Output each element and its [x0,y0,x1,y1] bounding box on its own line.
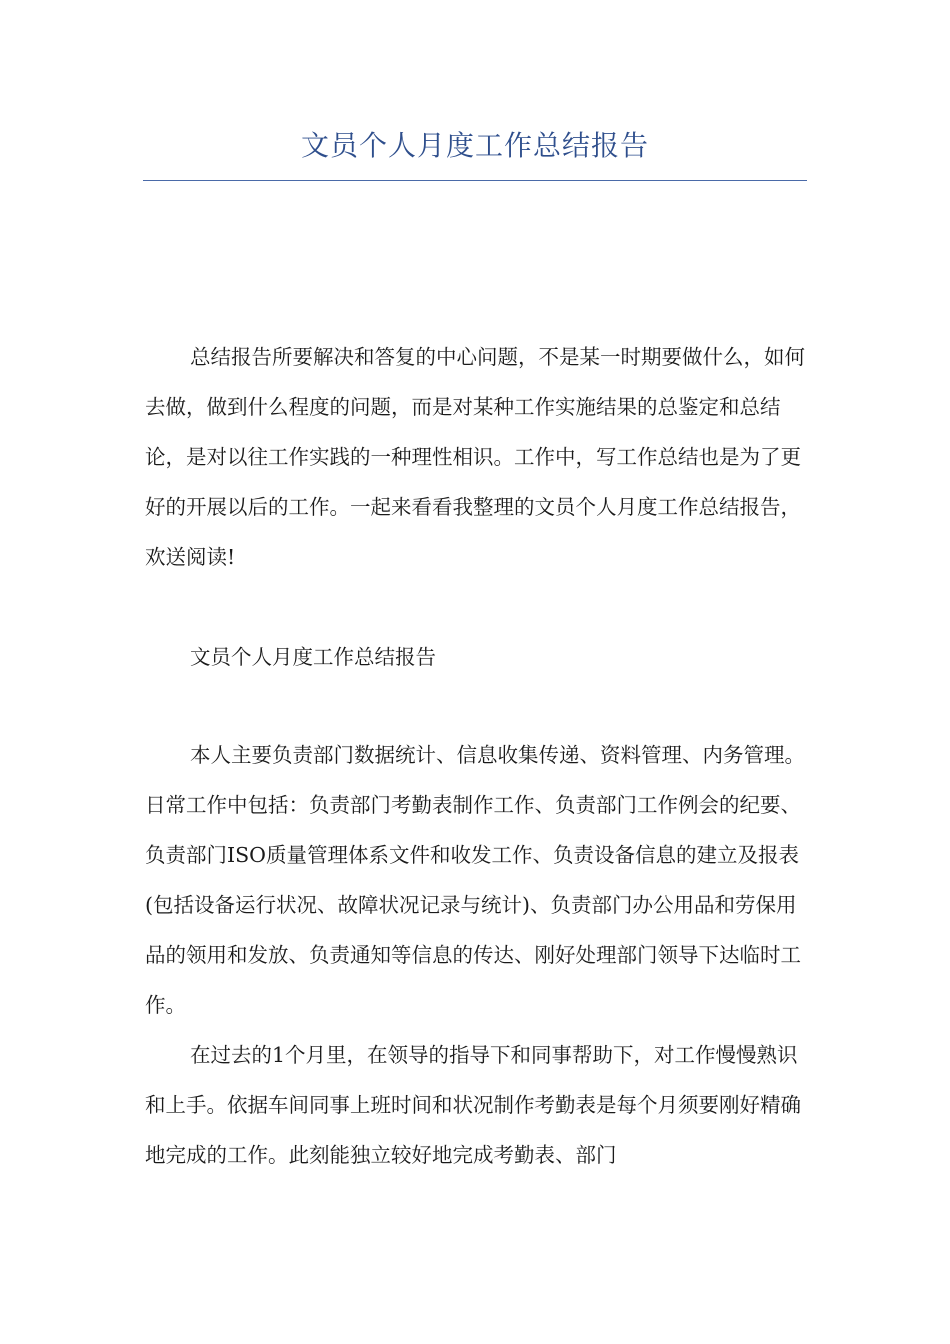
duties-paragraph: 本人主要负责部门数据统计、信息收集传递、资料管理、内务管理。日常工作中包括：负责部门考勤表制作工作、负责部门工作例会的纪要、负责部门ISO质量管理体系文件和收发工作、负责设备信息的建立及报表(包括设备运行状况、故障状况记录与统计)、负责部门办公用品和劳保用品的领用和发放、负责通知等信息的传达、刚好处理部门领导下达临时工作。 [145,743,805,1017]
intro-paragraph: 总结报告所要解决和答复的中心问题，不是某一时期要做什么，如何去做，做到什么程度的问题，而是对某种工作实施结果的总鉴定和总结论，是对以往工作实践的一种理性相识。工作中，写工作总结也是为了更好的开展以后的工作。一起来看看我整理的文员个人月度工作总结报告，欢送阅读! [145,345,805,569]
document-title: 文员个人月度工作总结报告 [300,129,649,162]
section-heading: 文员个人月度工作总结报告 [190,645,436,669]
title-divider [143,180,807,181]
progress-paragraph: 在过去的1个月里，在领导的指导下和同事帮助下，对工作慢慢熟识和上手。依据车间同事上班时间和状况制作考勤表是每个月须要刚好精确地完成的工作。此刻能独立较好地完成考勤表、部门 [145,1043,801,1167]
